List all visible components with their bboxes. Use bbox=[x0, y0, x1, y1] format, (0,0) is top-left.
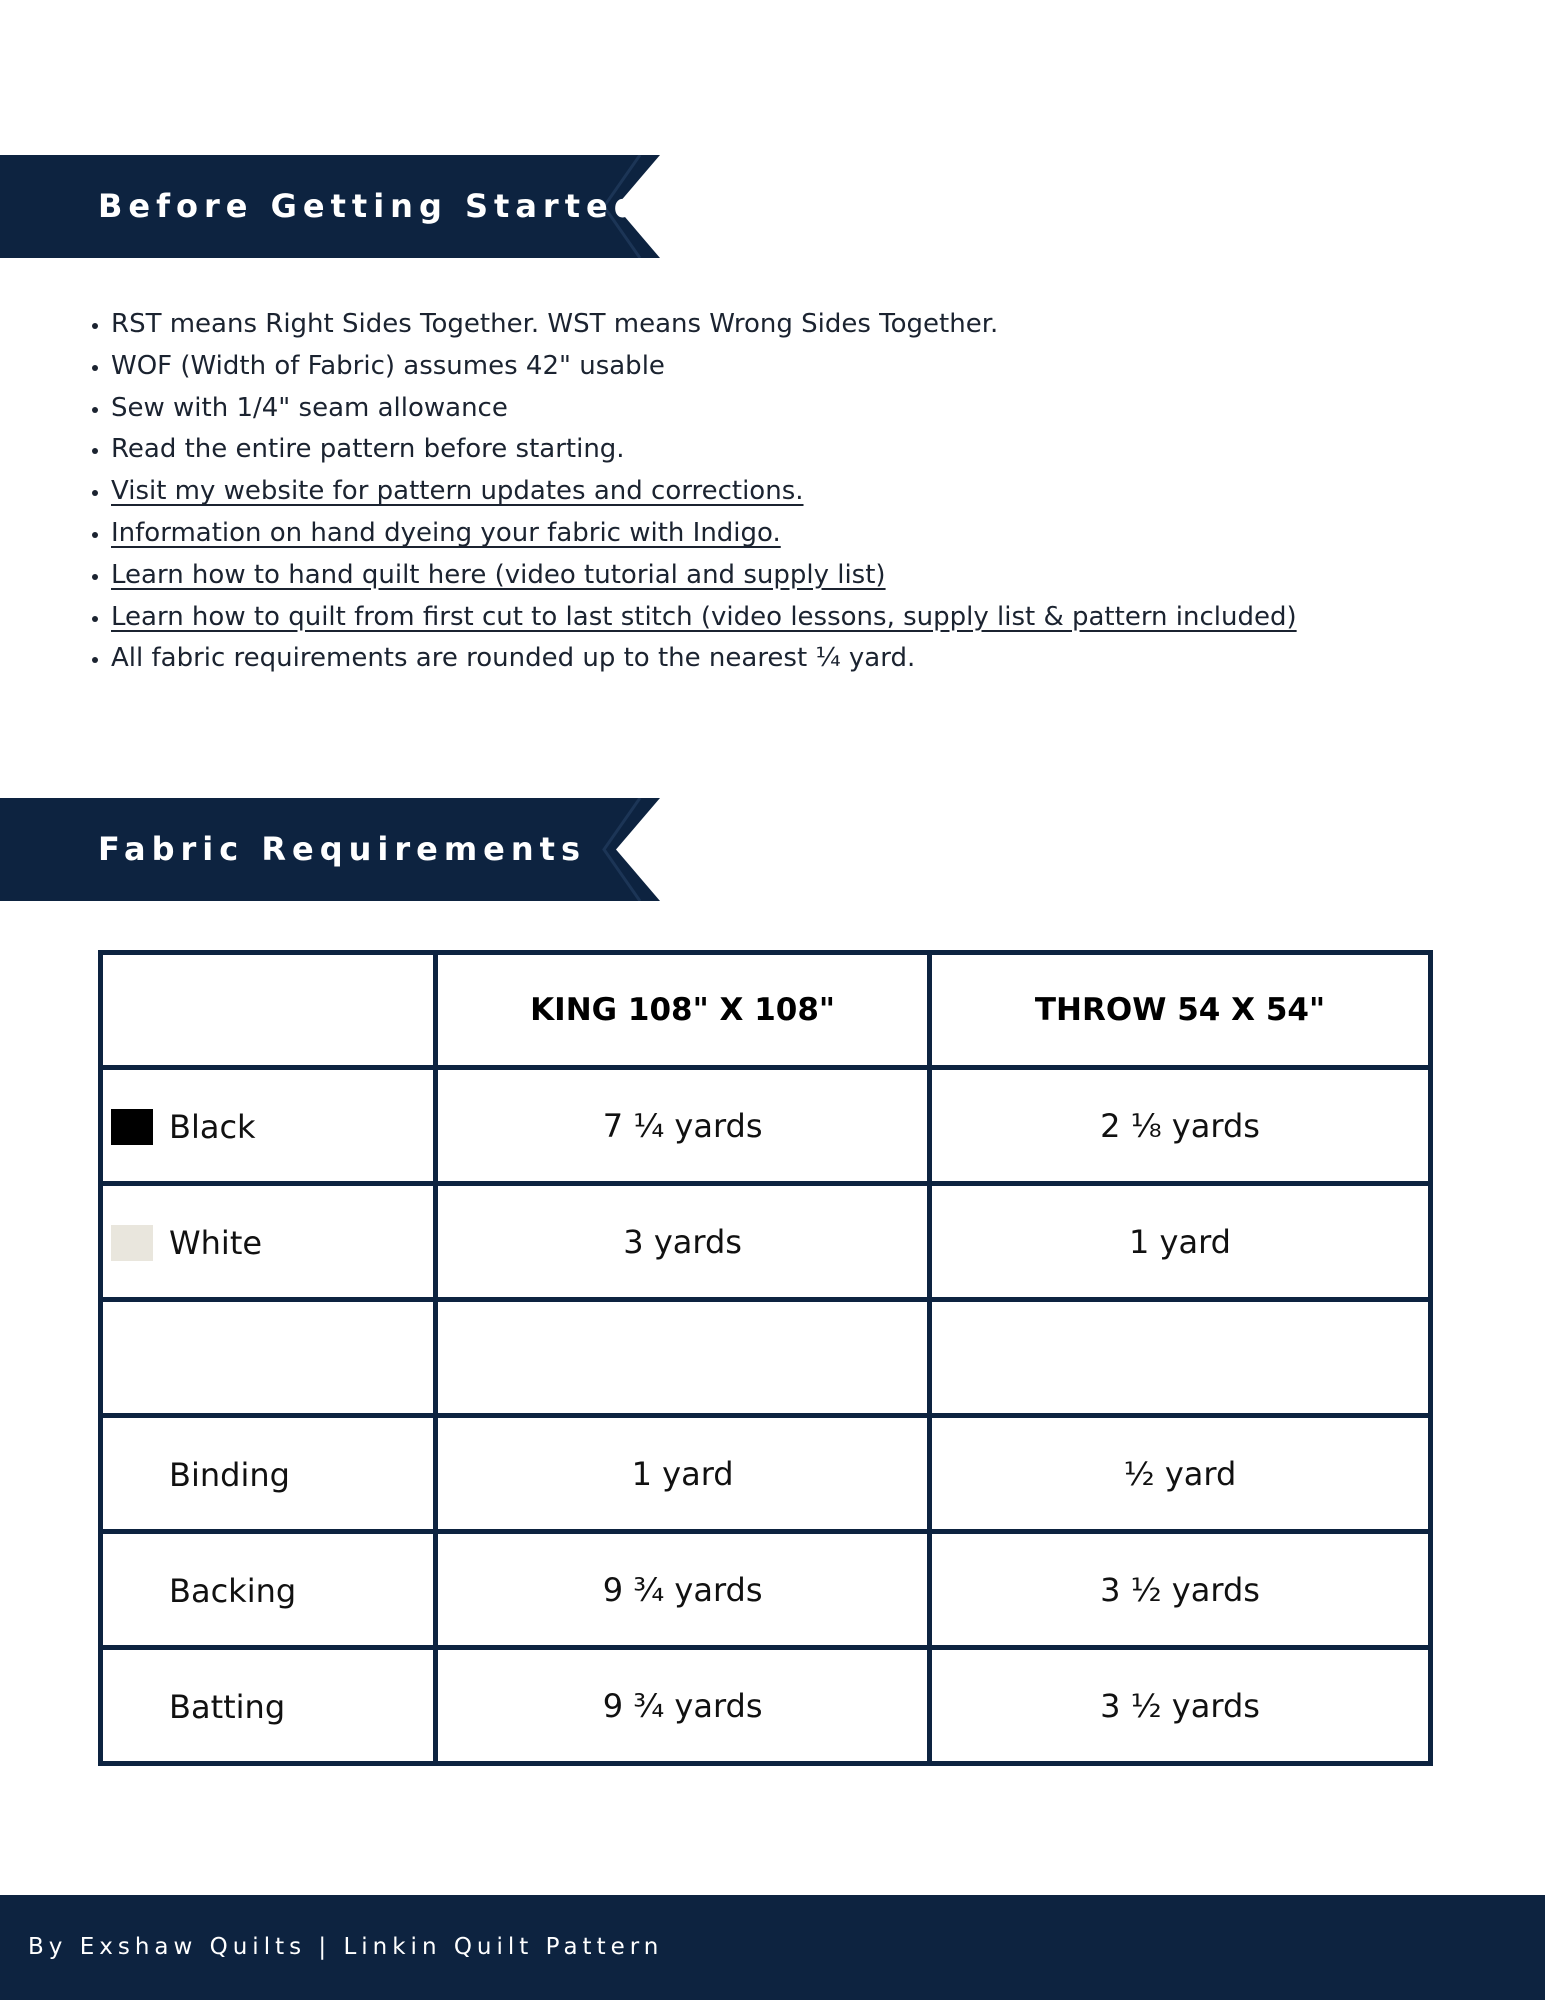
section-title: Before Getting Started bbox=[98, 187, 643, 225]
table-header-row bbox=[101, 953, 1431, 1068]
table-row bbox=[101, 1532, 1431, 1648]
throw-amount-cell bbox=[930, 1300, 1431, 1416]
section-title: Fabric Requirements bbox=[98, 830, 586, 868]
table-row bbox=[101, 1300, 1431, 1416]
note-item: • Read the entire pattern before starting. bbox=[111, 429, 1545, 471]
throw-amount-cell: 2 ⅛ yards bbox=[930, 1068, 1431, 1184]
note-link-item[interactable] bbox=[111, 513, 1545, 555]
fabric-label-cell bbox=[101, 1532, 436, 1648]
table-row bbox=[101, 1648, 1431, 1764]
note-link[interactable]: Learn how to hand quilt here (video tutorial and supply list) bbox=[111, 559, 886, 590]
note-link[interactable]: Learn how to quilt from first cut to last stitch (video lessons, supply list & pattern included) bbox=[111, 601, 1297, 632]
table-row bbox=[101, 1068, 1431, 1184]
note-link-item[interactable] bbox=[111, 597, 1545, 639]
page-footer bbox=[0, 1895, 1545, 2000]
header-cell-throw: THROW 54 X 54" bbox=[930, 953, 1431, 1068]
fabric-label: Binding bbox=[169, 1455, 290, 1494]
fabric-label-cell bbox=[101, 1648, 436, 1764]
note-link-item[interactable] bbox=[111, 471, 1545, 513]
king-amount-cell: 9 ¾ yards bbox=[436, 1648, 930, 1764]
king-amount-cell bbox=[436, 1300, 930, 1416]
table-row bbox=[101, 1184, 1431, 1300]
notes-list bbox=[70, 304, 1545, 680]
note-link[interactable]: Visit my website for pattern updates and corrections. bbox=[111, 476, 804, 507]
fabric-label: Black bbox=[169, 1107, 256, 1146]
note-link[interactable]: Information on hand dyeing your fabric with Indigo. bbox=[111, 517, 781, 548]
fabric-label: Backing bbox=[169, 1571, 297, 1610]
king-amount-cell: 1 yard bbox=[436, 1416, 930, 1532]
throw-amount-cell: 1 yard bbox=[930, 1184, 1431, 1300]
color-swatch bbox=[111, 1109, 153, 1145]
footer-credit: By Exshaw Quilts | Linkin Quilt Pattern bbox=[28, 1934, 664, 1960]
note-item: • WOF (Width of Fabric) assumes 42" usable bbox=[111, 346, 1545, 388]
king-amount-cell: 3 yards bbox=[436, 1184, 930, 1300]
note-item: • RST means Right Sides Together. WST means Wrong Sides Together. bbox=[111, 304, 1545, 346]
king-amount-cell: 9 ¾ yards bbox=[436, 1532, 930, 1648]
fabric-label: White bbox=[169, 1223, 263, 1262]
header-cell-king: KING 108" X 108" bbox=[436, 953, 930, 1068]
table-row bbox=[101, 1416, 1431, 1532]
throw-amount-cell: ½ yard bbox=[930, 1416, 1431, 1532]
note-item: • Sew with 1/4" seam allowance bbox=[111, 388, 1545, 430]
fabric-requirements-table bbox=[98, 950, 1433, 1766]
fabric-label bbox=[103, 1340, 169, 1378]
fabric-label-cell bbox=[101, 1300, 436, 1416]
section-banner-before-getting-started bbox=[0, 155, 660, 258]
note-item: • All fabric requirements are rounded up to the nearest ¼ yard. bbox=[111, 638, 1545, 680]
throw-amount-cell: 3 ½ yards bbox=[930, 1648, 1431, 1764]
note-link-item[interactable] bbox=[111, 555, 1545, 597]
fabric-label-cell bbox=[101, 1416, 436, 1532]
header-cell-blank bbox=[101, 953, 436, 1068]
fabric-label: Batting bbox=[169, 1687, 286, 1726]
color-swatch bbox=[111, 1225, 153, 1261]
section-banner-fabric-requirements bbox=[0, 798, 660, 901]
fabric-label-cell bbox=[101, 1068, 436, 1184]
fabric-label-cell bbox=[101, 1184, 436, 1300]
king-amount-cell: 7 ¼ yards bbox=[436, 1068, 930, 1184]
throw-amount-cell: 3 ½ yards bbox=[930, 1532, 1431, 1648]
